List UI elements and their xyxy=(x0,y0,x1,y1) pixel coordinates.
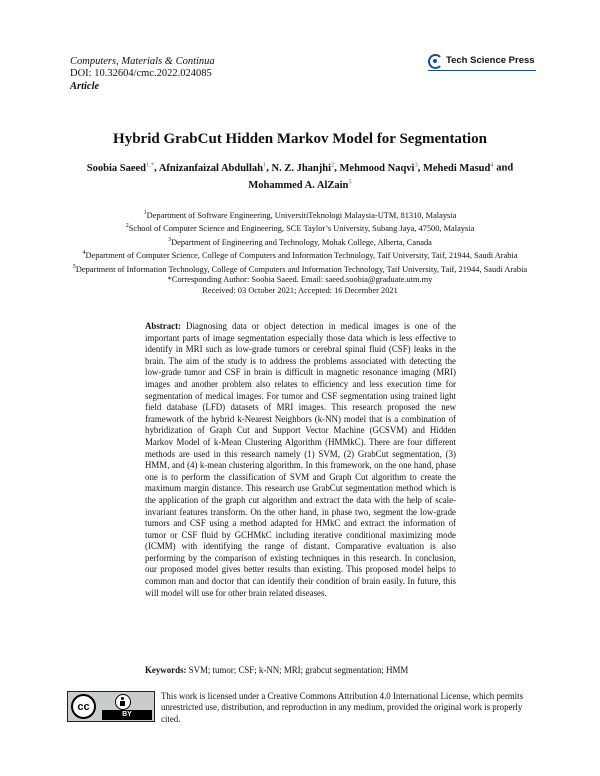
affiliation: $^4$Department of Computer Science, College of Computers and Information Technology, Taif University, Taif, 21944, Saudi Arabia xyxy=(82,250,518,260)
author-affiliation-mark: 1 xyxy=(262,161,267,168)
doi[interactable]: DOI: 10.32604/cmc.2022.024085 xyxy=(70,68,212,79)
author[interactable]: Afnizanfaizal Abdullah$^1$ xyxy=(158,161,267,174)
creative-commons-icon: cc xyxy=(71,694,96,719)
author-affiliation-mark: 3 xyxy=(414,161,418,168)
author[interactable]: Mohammed A. AlZain$^5$ xyxy=(248,178,352,191)
abstract-text: Diagnosing data or object detection in medical images is one of the important parts of image segmentation especially those data which is less effective to identify in MRI such as low-grade tumors or cerebral spinal fluid (CSF) leaks in the brain. The aim of the study is to address the problems associated with detecting the low-grade tumor and CSF in brain is difficult in magnetic resonance imaging (MRI) images and another problem also relates to efficiency and less execution time for segmentation of medical images. For tumor and CSF segmentation using trained light field database (LFD) datasets of MRI images. This research proposed the new framework of the hybrid k-Nearest Neighbors (k-NN) model that is a combination of hybridization of Graph Cut and Support Vector Machine (GCSVM) and Hidden Markov Model of k-Mean Clustering Algorithm (HMMkC). There are four different methods are used in this research namely (1) SVM, (2) GrabCut segmentation, (3) HMM, and (4) k-mean clustering algorithm. In this framework, on the one hand, phase one is to perform the classification of SVM and Graph Cut algorithm to create the maximum margin distance. This research use GrabCut segmentation method which is the application of the graph cut algorithm and extract the data with the help of scale-invariant features transform. On the other hand, in phase two, segment the low-grade tumors and CSF using a method adapted for HMkC and extract the information of tumor or CSF fluid by GCHMkC including iterative conditional maximizing mode (ICMM) with identifying the range of distant. Comparative evaluation is also performing by the comparison of existing techniques in this research. In conclusion, our proposed model gives better results than existing. This proposed model helps to common man and doctor that can identify their condition of brain easily. In future, this will model will use for other brain related diseases. xyxy=(145,321,456,598)
journal-name: Computers, Materials & Continua xyxy=(70,56,215,67)
affiliation: $^1$Department of Software Engineering, UniversitiTeknologi Malaysia-UTM, 81310, Malaysia xyxy=(143,210,457,220)
author-affiliation-mark: 5 xyxy=(348,178,352,186)
affiliation: $^2$School of Computer Science and Engineering, SCE Taylor’s University, Subang Jaya, 47500, Malaysia xyxy=(125,223,475,234)
author[interactable]: Mehedi Masud$^4$ xyxy=(422,161,494,174)
affiliation: $^3$Department of Engineering and Technology, Mohak College, Alberta, Canada xyxy=(168,236,432,247)
author-affiliation-mark: 1,* xyxy=(146,161,155,168)
affiliation: $^5$Department of Information Technology, College of Computers and Information Technology, Taif University, Taif, 21944, Saudi Arabia xyxy=(72,263,528,274)
publisher-icon xyxy=(428,54,442,68)
author[interactable]: N. Z. Jhanjhi$^2$ xyxy=(271,161,335,174)
author-list: Soobia Saeed$^{1,*}$, Afnizanfaizal Abdullah$^1$, N. Z. Jhanjhi$^2$, Mehmood Naqvi$^3$, Mehedi Masud$^4$ and Mohammed A. AlZain$^5$ xyxy=(86,161,514,191)
paper-title: Hybrid GrabCut Hidden Markov Model for Segmentation xyxy=(113,131,487,147)
publisher-logo xyxy=(428,52,536,69)
publisher-divider xyxy=(428,70,536,71)
publisher-name: Tech Science Press xyxy=(446,55,535,66)
abstract-label: Abstract: xyxy=(145,321,181,331)
cc-by-label: BY xyxy=(102,710,152,720)
author[interactable]: Soobia Saeed$^{1,*}$ xyxy=(86,161,155,174)
author-affiliation-mark: 2 xyxy=(331,161,335,168)
attribution-person-icon xyxy=(115,694,131,710)
corresponding-author[interactable]: *Corresponding Author: Soobia Saeed. Email: saeed.soobia@graduate.utm.my xyxy=(167,274,433,284)
affiliations xyxy=(70,208,530,296)
keywords-text: SVM; tumor; CSF; k-NN; MRI; grabcut segmentation; HMM xyxy=(188,665,409,675)
article-type: Article xyxy=(70,81,100,92)
author-affiliation-mark: 4 xyxy=(490,161,494,168)
cc-by-license-badge[interactable] xyxy=(67,691,155,722)
abstract xyxy=(145,321,456,599)
received-accepted-dates: Received: 03 October 2021; Accepted: 16 December 2021 xyxy=(202,285,398,295)
author[interactable]: Mehmood Naqvi$^3$ xyxy=(339,161,418,174)
keywords xyxy=(145,665,456,675)
license-text[interactable]: This work is licensed under a Creative Commons Attribution 4.0 International License, which permits unrestricted use, distribution, and reproduction in any medium, provided the original work is properly cited. xyxy=(161,691,524,724)
keywords-label: Keywords: xyxy=(145,665,187,675)
